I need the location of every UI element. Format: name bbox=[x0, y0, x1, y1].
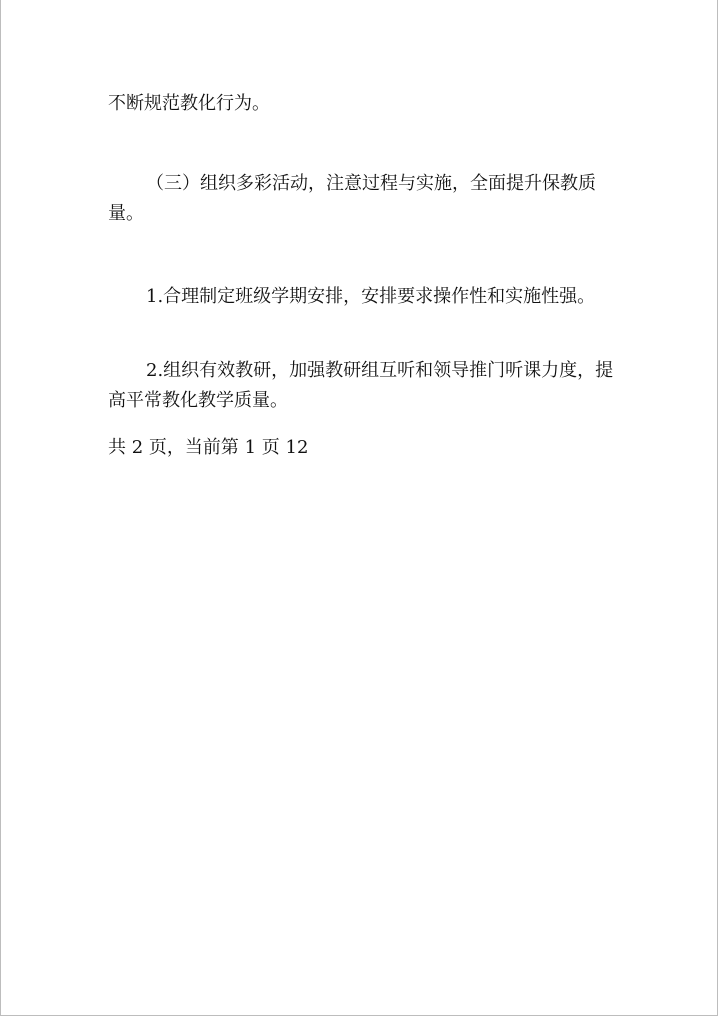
list-item-2: 2.组织有效教研，加强教研组互听和领导推门听课力度，提高平常教化教学质量。 bbox=[108, 360, 614, 411]
section-heading-3: （三）组织多彩活动，注意过程与实施，全面提升保教质量。 bbox=[108, 173, 596, 224]
list-item-1: 1.合理制定班级学期安排，安排要求操作性和实施性强。 bbox=[146, 286, 596, 307]
paragraph-continuation: 不断规范教化行为。 bbox=[108, 93, 270, 114]
page-footer: 共 2 页，当前第 1 页 12 bbox=[108, 437, 309, 458]
